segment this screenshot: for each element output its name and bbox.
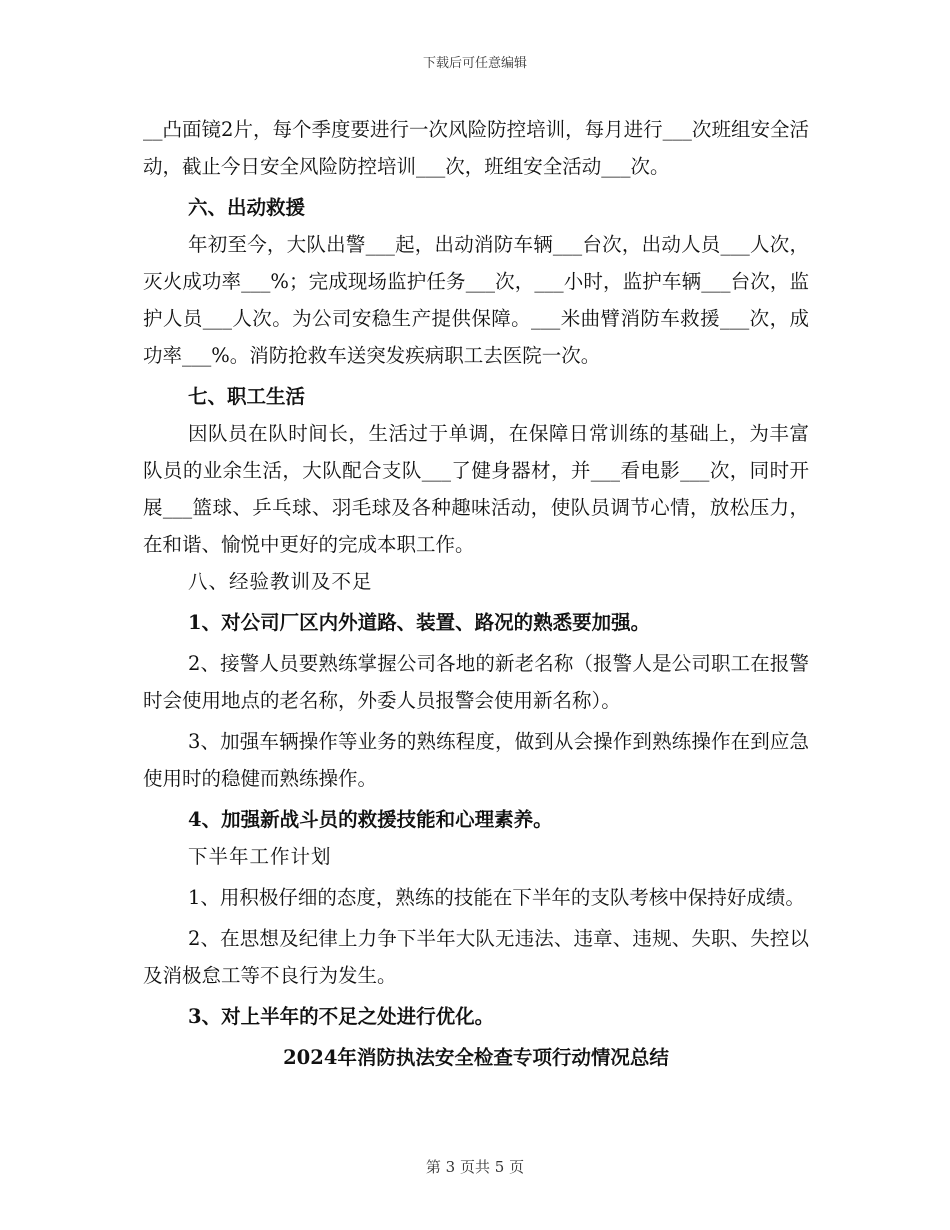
paragraph-training: __凸面镜2片，每个季度要进行一次风险防控培训，每月进行___次班组安全活动，截止今日安全风险防控培训___次，班组安全活动___次。 [143, 118, 809, 178]
heading-staff-life: 七、职工生活 [188, 385, 306, 408]
lesson-item-2: 2、接警人员要熟练掌握公司各地的新老名称（报警人是公司职工在报警时会使用地点的老名称，外委人员报警会使用新名称）。 [143, 652, 809, 712]
heading-plan: 下半年工作计划 [188, 845, 332, 868]
plan-item-1: 1、用积极仔细的态度，熟练的技能在下半年的支队考核中保持好成绩。 [188, 886, 805, 909]
paragraph-rescue: 年初至今，大队出警___起，出动消防车辆___台次，出动人员___人次，灭火成功率___%；完成现场监护任务___次，___小时，监护车辆___台次，监护人员___人次。为公司安稳生产提供保障。___米曲臂消防车救援___次，成功率___%。消防抢救车送突发疾病职工去医院一次。 [143, 233, 809, 367]
plan-item-2: 2、在思想及纪律上力争下半年大队无违法、违章、违规、失职、失控以及消极怠工等不良行为发生。 [143, 927, 809, 987]
page-header: 下载后可任意编辑 [422, 56, 527, 71]
lesson-item-4: 4、加强新战斗员的救援技能和心理素养。 [188, 808, 553, 831]
page-footer: 第 3 页共 5 页 [425, 1158, 525, 1176]
paragraph-staff-life: 因队员在队时间长，生活过于单调，在保障日常训练的基础上，为丰富队员的业余生活，大队配合支队___了健身器材，并___看电影___次，同时开展___篮球、乒乓球、羽毛球及各种趣味活动，使队员调节心情，放松压力，在和谐、愉悦中更好的完成本职工作。 [143, 422, 809, 556]
heading-rescue: 六、出动救援 [188, 196, 306, 219]
lesson-item-1: 1、对公司厂区内外道路、装置、路况的熟悉要加强。 [188, 611, 651, 634]
document-body [143, 111, 809, 1076]
lesson-item-3: 3、加强车辆操作等业务的熟练程度，做到从会操作到熟练操作在到应急使用时的稳健而熟练操作。 [143, 730, 809, 790]
heading-lessons: 八、经验教训及不足 [188, 570, 373, 593]
document-title: 2024年消防执法安全检查专项行动情况总结 [283, 1046, 669, 1069]
plan-item-3: 3、对上半年的不足之处进行优化。 [188, 1005, 495, 1028]
